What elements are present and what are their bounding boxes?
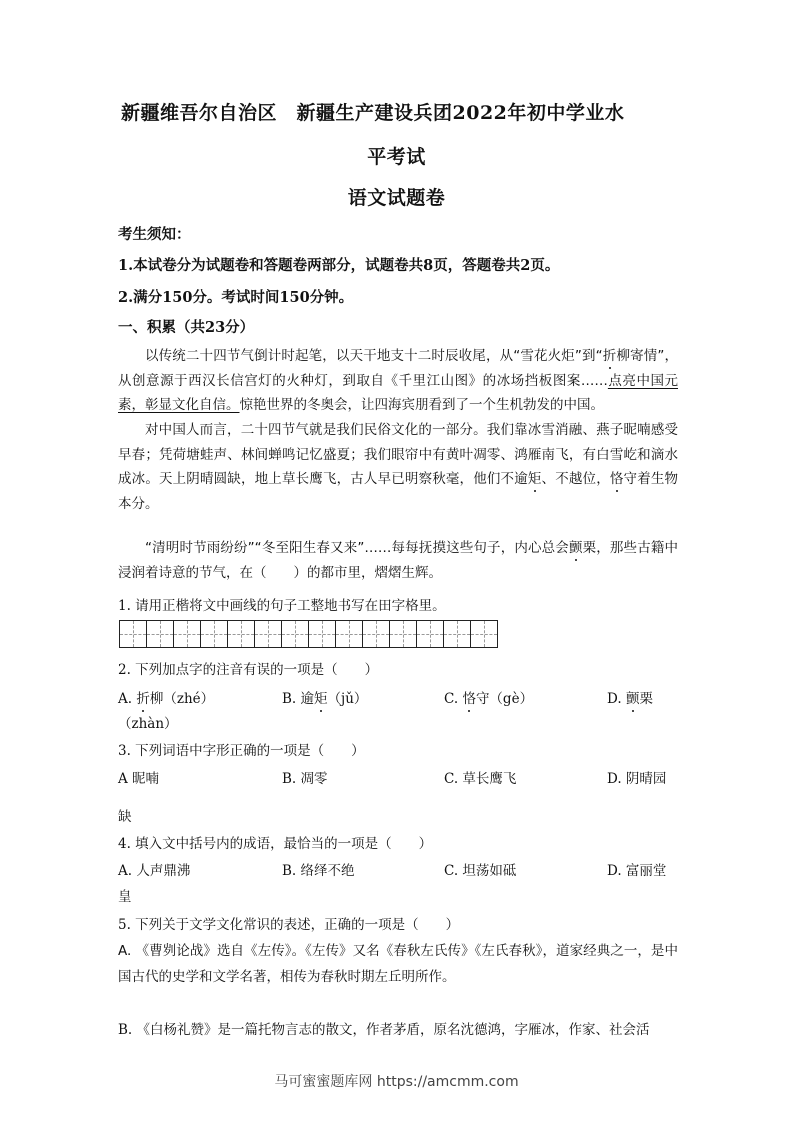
section-heading: 一、积累（共23分） [118, 319, 255, 336]
passage-paragraph-1 [118, 344, 678, 418]
grid-cell [119, 620, 147, 648]
dotted-char: 恪 [462, 691, 476, 707]
q5-option-b: B. 《白杨礼赞》是一篇托物言志的散文，作者茅盾，原名沈德鸿，字雁冰，作家、社会活 [118, 1022, 650, 1038]
passage-text: “清明时节雨纷纷”“冬至阳生春又来”……每每抚摸这些句子，内心总会 [145, 540, 569, 556]
q4-option-d: D. 富丽堂 [607, 863, 667, 879]
question-2: 2. 下列加点字的注音有误的一项是（ ） [118, 662, 379, 678]
option-label: D. [607, 691, 626, 707]
grid-cell [227, 620, 255, 648]
question-1: 1. 请用正楷将文中画线的句子工整地书写在田字格里。 [118, 598, 446, 614]
dotted-char: 颤 [568, 540, 583, 556]
option-text: 柳（zhé） [149, 691, 215, 707]
underlined-sentence: 点亮中国元素，彰显文化自信。 [118, 372, 679, 413]
option-label: B. 逾 [282, 691, 315, 707]
passage-text: 惊艳世界的冬奥会，让四海宾朋看到了一个生机勃发的中国。 [239, 397, 604, 413]
dotted-char: 折 [602, 348, 617, 364]
passage-text: 以传统二十四节气倒计时起笔，以天干地支十二时辰收尾，从“雪花火炬”到“ [145, 348, 603, 364]
q4-option-c: C. 坦荡如砥 [444, 863, 517, 879]
grid-cell [470, 620, 498, 648]
q2-option-a [118, 687, 214, 707]
q2-option-c [444, 687, 533, 707]
footer-watermark: 马可蜜蜜题库网 https://amcmm.com [274, 1074, 519, 1090]
dotted-char: 矩 [314, 691, 328, 707]
option-text: 守（gè） [475, 691, 534, 707]
question-3: 3. 下列词语中字形正确的一项是（ ） [118, 743, 365, 759]
writing-grid [120, 620, 498, 648]
q3-option-b: B. 凋零 [282, 771, 328, 787]
passage-text: 柳寄情”，从创意源于西汉长信宫灯的火种灯，到取自《千里江山图》的冰场挡板图案…… [118, 348, 678, 389]
notice-item-1: 1.本试卷分为试题卷和答题卷两部分，试题卷共8页，答题卷共2页。 [118, 257, 560, 274]
option-text: （jǔ） [327, 691, 368, 707]
passage-text: 栗，那些古籍中浸润着诗意的节气，在（ ）的都市里，熠熠生辉。 [118, 540, 679, 581]
q4-option-a: A. 人声鼎沸 [118, 863, 191, 879]
dotted-char: 矩 [527, 471, 542, 487]
question-5: 5. 下列关于文学文化常识的表述，正确的一项是（ ） [118, 917, 460, 933]
q2-option-d [607, 687, 653, 707]
passage-text: 守着生物本分。 [118, 471, 679, 512]
dotted-char: 折 [136, 691, 150, 707]
title-line-1: 新疆维吾尔自治区 新疆生产建设兵团2022年初中学业水 [121, 102, 625, 124]
dotted-char: 恪 [609, 471, 624, 487]
grid-cell [335, 620, 363, 648]
q5-option-a: A. 《曹刿论战》选自《左传》。《左传》又名《春秋左氏传》《左氏春秋》，道家经典之一，是中国古代的史学和文学名著，相传为春秋时期左丘明所作。 [118, 943, 678, 985]
option-label: A. [118, 691, 137, 707]
grid-cell [146, 620, 174, 648]
notice-heading: 考生须知： [118, 226, 191, 243]
q2-option-b [282, 687, 367, 707]
option-text: 栗 [639, 691, 653, 707]
option-label: C. [444, 691, 463, 707]
notice-item-2: 2.满分150分。考试时间150分钟。 [118, 289, 354, 306]
passage-text: 、不越位， [541, 471, 610, 487]
grid-cell [362, 620, 390, 648]
grid-cell [254, 620, 282, 648]
dotted-char: 颤 [625, 691, 640, 707]
passage-paragraph-2 [118, 418, 678, 516]
grid-cell [200, 620, 228, 648]
grid-cell [389, 620, 417, 648]
question-4: 4. 填入文中括号内的成语，最恰当的一项是（ ） [118, 836, 433, 852]
grid-cell [173, 620, 201, 648]
page-subtitle: 语文试题卷 [347, 187, 446, 209]
q3-option-a: A 昵喃 [118, 771, 160, 787]
grid-cell [308, 620, 336, 648]
q3-option-d: D. 阴晴园 [607, 771, 667, 787]
q2-option-d-continued: （zhàn） [118, 716, 178, 732]
grid-cell [416, 620, 444, 648]
grid-cell [281, 620, 309, 648]
q3-option-c: C. 草长鹰飞 [444, 771, 517, 787]
grid-cell [443, 620, 471, 648]
q4-option-b: B. 络绎不绝 [282, 863, 355, 879]
passage-paragraph-3 [118, 536, 678, 585]
q3-option-d-continued: 缺 [118, 809, 132, 825]
title-line-2: 平考试 [367, 146, 426, 168]
q4-option-d-continued: 皇 [118, 889, 132, 905]
passage-text: 对中国人而言，二十四节气就是我们民俗文化的一部分。我们靠冰雪消融、燕子昵喃感受早春；凭荷塘蛙声、林间蝉鸣记忆盛夏；我们眼帘中有黄叶凋零、鸿雁南飞，有白雪屹和滴水成冰。天上阴晴圆缺，地上草长鹰飞，古人早已明察秋毫，他们不逾 [118, 422, 678, 487]
